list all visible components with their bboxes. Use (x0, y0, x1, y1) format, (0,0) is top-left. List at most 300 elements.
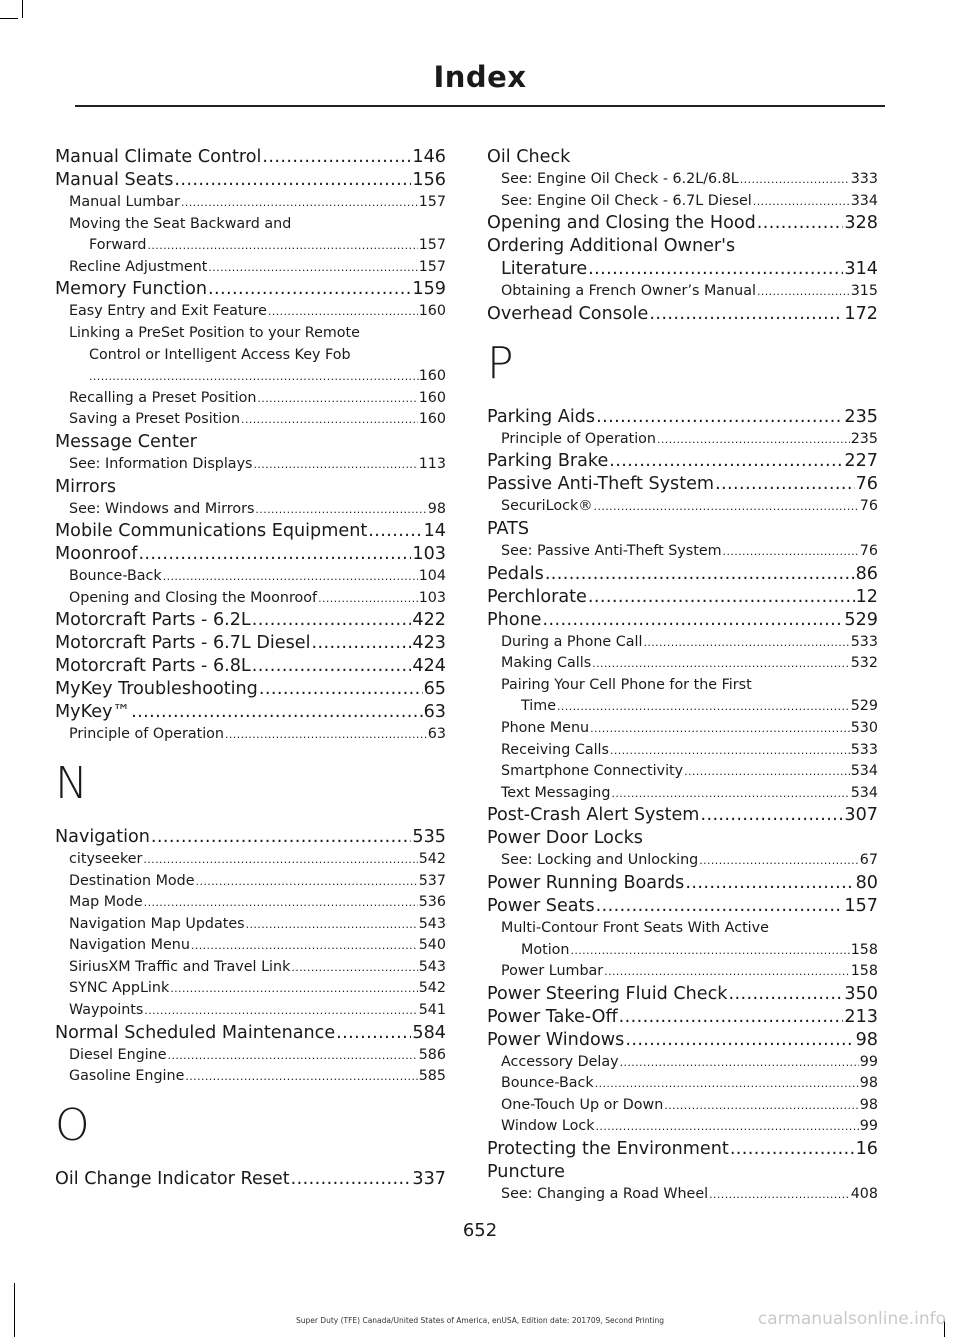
index-subentry (487, 783, 878, 805)
index-subentry (55, 454, 446, 476)
page-ref: 334 (850, 192, 878, 209)
page-title: Index (433, 60, 527, 94)
leader-dots (557, 696, 850, 718)
index-subentry-continued (55, 235, 446, 257)
leader-dots (246, 914, 418, 936)
index-subentry (487, 541, 878, 563)
page-ref: 213 (844, 1006, 878, 1027)
entry-text: SYNC AppLink (69, 980, 170, 997)
index-column-left (55, 146, 446, 1191)
index-subentry (55, 724, 446, 746)
page-ref: 86 (855, 563, 878, 584)
page-ref: 350 (844, 983, 878, 1004)
page-ref: 586 (418, 1046, 446, 1063)
page-ref: 159 (412, 279, 446, 300)
page-ref: 16 (855, 1139, 878, 1160)
leader-dots (262, 146, 411, 169)
index-entry (55, 632, 446, 655)
entry-text: Parking Brake (487, 451, 609, 472)
index-subentry (487, 740, 878, 762)
index-subentry: Pairing Your Cell Phone for the First (501, 676, 752, 693)
page-ref: 543 (418, 915, 446, 932)
leader-dots (657, 429, 850, 451)
page-ref: 157 (418, 194, 446, 210)
entry-text: Motorcraft Parts - 6.7L Diesel (55, 633, 311, 654)
entry-text: Time (521, 698, 556, 715)
leader-dots (168, 1045, 418, 1067)
page-ref: 157 (418, 258, 446, 275)
entry-text: Manual Seats (55, 170, 174, 190)
leader-dots (191, 935, 418, 957)
index-subentry (55, 566, 446, 588)
leader-dots (595, 1073, 859, 1095)
page-ref: 423 (412, 633, 446, 654)
page-ref: 156 (412, 170, 446, 190)
leader-dots (174, 169, 411, 192)
index-subentry-continued (487, 940, 878, 962)
page-ref: 14 (423, 521, 446, 542)
index-subentry (487, 653, 878, 675)
leader-dots (699, 850, 859, 872)
leader-dots (625, 1029, 854, 1052)
page-ref: 333 (850, 171, 878, 187)
entry-text: Recline Adjustment (69, 258, 208, 275)
page-ref: 337 (412, 1168, 446, 1189)
page-ref: 113 (418, 455, 446, 472)
entry-text: Moonroof (55, 544, 138, 565)
entry-text: See: Locking and Unlocking (501, 852, 699, 869)
entry-text: See: Changing a Road Wheel (501, 1186, 709, 1203)
index-column-right (487, 146, 878, 1206)
index-subentry (55, 849, 446, 871)
index-subentry (55, 1000, 446, 1022)
leader-dots (252, 655, 412, 678)
entry-text: See: Passive Anti-Theft System (501, 542, 722, 559)
entry-text: See: Engine Oil Check - 6.2L/6.8L (501, 171, 739, 187)
page-ref: 76 (859, 498, 878, 515)
entry-text: Obtaining a French Owner’s Manual (501, 283, 756, 300)
page-ref: 98 (427, 500, 446, 517)
page-ref: 99 (859, 1118, 878, 1135)
index-entry (487, 872, 878, 895)
index-entry (487, 983, 878, 1006)
index-entry (487, 450, 878, 473)
page-ref: 160 (418, 389, 446, 406)
leader-dots (148, 235, 418, 257)
index-subentry: Linking a PreSet Position to your Remote (69, 324, 360, 341)
leader-dots (138, 543, 411, 566)
entry-text: Protecting the Environment (487, 1139, 729, 1160)
page-ref: 540 (418, 937, 446, 954)
index-entry (55, 278, 446, 301)
page-ref: 532 (850, 655, 878, 672)
leader-dots (664, 1095, 858, 1117)
page-ref: 585 (418, 1068, 446, 1085)
index-letter: O (55, 1099, 90, 1151)
index-subentry (487, 1052, 878, 1074)
page-ref: 235 (844, 406, 878, 427)
leader-dots (196, 871, 418, 893)
index-entry (487, 303, 878, 326)
crop-mark-bottom-left (14, 1283, 15, 1337)
leader-dots (728, 983, 843, 1006)
entry-text: Saving a Preset Position (69, 411, 241, 428)
leader-dots (208, 257, 417, 279)
page-ref: 160 (418, 303, 446, 320)
entry-text: SecuriLock® (501, 498, 593, 515)
page-ref: 158 (850, 963, 878, 980)
entry-text: Power Windows (487, 1029, 625, 1050)
entry-text: Receiving Calls (501, 741, 609, 758)
entry-text: Power Running Boards (487, 872, 685, 893)
entry-text: Gasoline Engine (69, 1068, 185, 1085)
leader-dots (700, 804, 843, 827)
entry-text: Window Lock (501, 1118, 595, 1135)
leader-dots (163, 566, 418, 588)
index-heading: Mirrors (55, 476, 117, 497)
entry-text: See: Windows and Mirrors (69, 500, 255, 517)
leader-dots (685, 872, 854, 895)
page-ref: 534 (850, 784, 878, 801)
page-ref: 227 (844, 451, 878, 472)
leader-dots (143, 849, 417, 871)
page-ref: 99 (859, 1053, 878, 1070)
leader-dots (757, 281, 850, 303)
index-subentry (55, 978, 446, 1000)
index-subentry (487, 281, 878, 303)
leader-dots (225, 724, 427, 746)
entry-text: Bounce-Back (501, 1075, 594, 1092)
page-ref: 533 (850, 741, 878, 758)
edition-footer: Super Duty (TFE) Canada/United States of America, enUSA, Edition date: 201709, Second Printing (295, 1316, 665, 1325)
index-subentry (487, 1116, 878, 1138)
page-ref: 63 (427, 726, 446, 743)
leader-dots (715, 473, 855, 496)
index-entry (55, 1168, 446, 1191)
index-entry (487, 473, 878, 496)
crop-mark-top-left-h (0, 18, 18, 19)
entry-text: See: Engine Oil Check - 6.7L Diesel (501, 192, 752, 209)
index-entry (487, 1006, 878, 1029)
entry-text: Literature (501, 259, 588, 280)
leader-dots (592, 653, 850, 675)
page-ref: 103 (418, 589, 446, 606)
entry-text: Power Lumbar (501, 963, 604, 980)
entry-text: Forward (89, 237, 147, 254)
page-ref: 307 (844, 805, 878, 826)
index-subentry (487, 429, 878, 451)
page-ref: 235 (850, 430, 878, 447)
leader-dots (684, 761, 850, 783)
index-subentry (487, 761, 878, 783)
index-subentry (55, 892, 446, 914)
leader-dots (588, 586, 855, 609)
leader-dots (241, 409, 418, 431)
index-subentry (55, 409, 446, 431)
leader-dots (185, 1066, 417, 1088)
page-ref: 98 (855, 1029, 878, 1050)
page-ref: 157 (844, 895, 878, 916)
page-ref: 63 (423, 702, 446, 723)
entry-text: One-Touch Up or Down (501, 1096, 664, 1113)
leader-dots (611, 783, 849, 805)
leader-dots (181, 192, 418, 214)
page-ref: 98 (859, 1096, 878, 1113)
entry-text: During a Phone Call (501, 633, 643, 650)
page-ref: 315 (850, 283, 878, 300)
index-subentry (55, 257, 446, 279)
index-subentry (487, 718, 878, 740)
entry-text: Waypoints (69, 1002, 144, 1019)
entry-text: Opening and Closing the Hood (487, 213, 756, 234)
index-subentry (55, 914, 446, 936)
leader-dots (170, 978, 417, 1000)
page-ref: 103 (412, 544, 446, 565)
page-ref: 533 (850, 633, 878, 650)
index-entry (487, 804, 878, 827)
index-entry (55, 655, 446, 678)
page-ref: 534 (850, 763, 878, 780)
leader-dots (252, 609, 412, 632)
index-entry (55, 169, 446, 192)
entry-text: SiriusXM Traffic and Travel Link (69, 958, 291, 975)
leader-dots (604, 961, 850, 983)
index-leader-line (55, 366, 446, 388)
index-subentry (487, 850, 878, 872)
page-ref: 67 (859, 852, 878, 869)
entry-text: Mobile Communications Equipment (55, 521, 368, 542)
leader-dots (253, 454, 417, 476)
page-ref: 543 (418, 958, 446, 975)
index-subentry (55, 1066, 446, 1088)
leader-dots (596, 1116, 859, 1138)
page-ref: 328 (844, 213, 878, 234)
leader-dots (259, 678, 423, 701)
leader-dots (311, 632, 411, 655)
leader-dots (590, 718, 850, 740)
index-letter: N (55, 757, 88, 809)
page-ref: 157 (418, 237, 446, 254)
index-entry (55, 678, 446, 701)
entry-text: Destination Mode (69, 872, 195, 889)
entry-text: Passive Anti-Theft System (487, 474, 715, 495)
page-ref: 98 (859, 1075, 878, 1092)
leader-dots (753, 191, 850, 213)
page-ref: 314 (844, 259, 878, 280)
page-ref: 80 (855, 872, 878, 893)
leader-dots (268, 301, 418, 323)
index-subentry (487, 496, 878, 518)
entry-text: Power Take-Off (487, 1006, 618, 1027)
page-ref: 12 (855, 586, 878, 607)
entry-text: Principle of Operation (69, 726, 224, 743)
page-ref: 530 (850, 719, 878, 736)
page-ref: 160 (418, 411, 446, 428)
entry-text: Motorcraft Parts - 6.8L (55, 656, 251, 677)
page-ref: 584 (412, 1022, 446, 1043)
leader-dots (620, 1052, 859, 1074)
page-ref: 104 (418, 568, 446, 585)
page-ref: 160 (418, 368, 446, 385)
header-divider (75, 105, 885, 107)
watermark: carmanualsonline.info (757, 1309, 946, 1329)
entry-text: Parking Aids (487, 406, 596, 427)
entry-text: Text Messaging (501, 784, 611, 801)
entry-text: Pedals (487, 563, 544, 584)
index-entry (55, 609, 446, 632)
leader-dots (570, 940, 849, 962)
leader-dots (740, 169, 850, 191)
leader-dots (723, 541, 859, 563)
leader-dots (649, 303, 843, 326)
entry-text: Normal Scheduled Maintenance (55, 1022, 336, 1043)
entry-text: Opening and Closing the Moonroof (69, 589, 318, 606)
leader-dots (594, 496, 859, 518)
leader-dots (619, 1006, 844, 1029)
entry-text: Diesel Engine (69, 1046, 167, 1063)
index-entry (487, 1029, 878, 1052)
entry-text: Phone Menu (501, 719, 590, 736)
entry-text: Easy Entry and Exit Feature (69, 303, 267, 320)
index-subentry (487, 1095, 878, 1117)
index-subentry: Moving the Seat Backward and (69, 215, 292, 232)
leader-dots (257, 388, 417, 410)
index-subentry (55, 588, 446, 610)
leader-dots (336, 1022, 411, 1045)
entry-text: Motion (521, 941, 570, 958)
index-entry-continued (487, 258, 878, 281)
entry-text: Accessory Delay (501, 1053, 619, 1070)
index-subentry (55, 301, 446, 323)
index-subentry-continued: Control or Intelligent Access Key Fob (89, 346, 351, 363)
entry-text: Manual Climate Control (55, 147, 262, 167)
index-entry (55, 146, 446, 169)
index-entry (55, 543, 446, 566)
leader-dots (208, 278, 411, 301)
index-entry (487, 1138, 878, 1161)
leader-dots (757, 212, 844, 235)
leader-dots (368, 520, 422, 543)
leader-dots (543, 609, 844, 632)
index-entry (487, 895, 878, 918)
page-ref: 542 (418, 980, 446, 997)
page-number: 652 (462, 1220, 498, 1241)
page-ref: 535 (412, 826, 446, 847)
page-ref: 529 (844, 609, 878, 630)
leader-dots (291, 957, 417, 979)
page-ref: 529 (850, 698, 878, 715)
entry-text: See: Information Displays (69, 455, 253, 472)
page-ref: 172 (844, 303, 878, 324)
entry-text: Phone (487, 609, 542, 630)
leader-dots (730, 1138, 855, 1161)
entry-text: Bounce-Back (69, 568, 162, 585)
index-entry (55, 701, 446, 724)
page-ref: 146 (412, 147, 446, 167)
index-entry (55, 826, 446, 849)
index-heading: PATS (487, 518, 530, 539)
index-subentry (55, 935, 446, 957)
index-entry (487, 406, 878, 429)
page-ref: 536 (418, 894, 446, 911)
entry-text: Smartphone Connectivity (501, 763, 684, 780)
index-entry (55, 520, 446, 543)
index-subentry (55, 1045, 446, 1067)
entry-text: Navigation Menu (69, 937, 190, 954)
leader-dots (89, 366, 419, 388)
entry-text: Principle of Operation (501, 430, 656, 447)
page-ref: 408 (850, 1186, 878, 1203)
index-subentry (55, 388, 446, 410)
entry-text: MyKey™ (55, 702, 131, 723)
index-subentry (487, 1073, 878, 1095)
entry-text: MyKey Troubleshooting (55, 679, 258, 700)
entry-text: Navigation (55, 826, 150, 847)
entry-text: Motorcraft Parts - 6.2L (55, 610, 251, 631)
index-subentry (487, 632, 878, 654)
entry-text: cityseeker (69, 850, 143, 867)
leader-dots (596, 406, 843, 429)
index-heading: Message Center (55, 431, 197, 452)
leader-dots (131, 701, 423, 724)
index-subentry (55, 871, 446, 893)
page-ref: 76 (859, 542, 878, 559)
leader-dots (596, 895, 844, 918)
entry-text: Making Calls (501, 655, 592, 672)
page-ref: 542 (418, 850, 446, 867)
index-letter: P (487, 337, 514, 389)
leader-dots (610, 740, 850, 762)
page-ref: 537 (418, 872, 446, 889)
leader-dots (291, 1168, 412, 1191)
index-heading: Power Door Locks (487, 828, 643, 849)
index-subentry (487, 169, 878, 191)
index-subentry: Multi-Contour Front Seats With Active (501, 919, 769, 936)
entry-text: Post-Crash Alert System (487, 805, 700, 826)
leader-dots (643, 632, 849, 654)
entry-text: Manual Lumbar (69, 194, 180, 210)
leader-dots (255, 499, 426, 521)
index-entry (487, 212, 878, 235)
entry-text: Memory Function (55, 279, 207, 300)
leader-dots (588, 258, 843, 281)
index-entry (55, 1022, 446, 1045)
index-subentry (487, 191, 878, 213)
index-entry (487, 609, 878, 632)
leader-dots (144, 892, 418, 914)
index-heading: Oil Check (487, 147, 571, 167)
index-subentry (55, 192, 446, 214)
index-subentry (487, 1184, 878, 1206)
index-entry (487, 586, 878, 609)
page-ref: 65 (423, 679, 446, 700)
index-subentry (487, 961, 878, 983)
entry-text: Power Steering Fluid Check (487, 983, 728, 1004)
page-ref: 424 (412, 656, 446, 677)
entry-text: Map Mode (69, 894, 143, 911)
entry-text: Navigation Map Updates (69, 915, 245, 932)
page-ref: 158 (850, 941, 878, 958)
entry-text: Power Seats (487, 895, 595, 916)
index-subentry-continued (487, 696, 878, 718)
leader-dots (545, 563, 855, 586)
entry-text: Oil Change Indicator Reset (55, 1168, 290, 1189)
leader-dots (709, 1184, 850, 1206)
index-entry (487, 563, 878, 586)
index-subentry (55, 499, 446, 521)
leader-dots (151, 826, 412, 849)
crop-mark-top-left (22, 0, 23, 18)
